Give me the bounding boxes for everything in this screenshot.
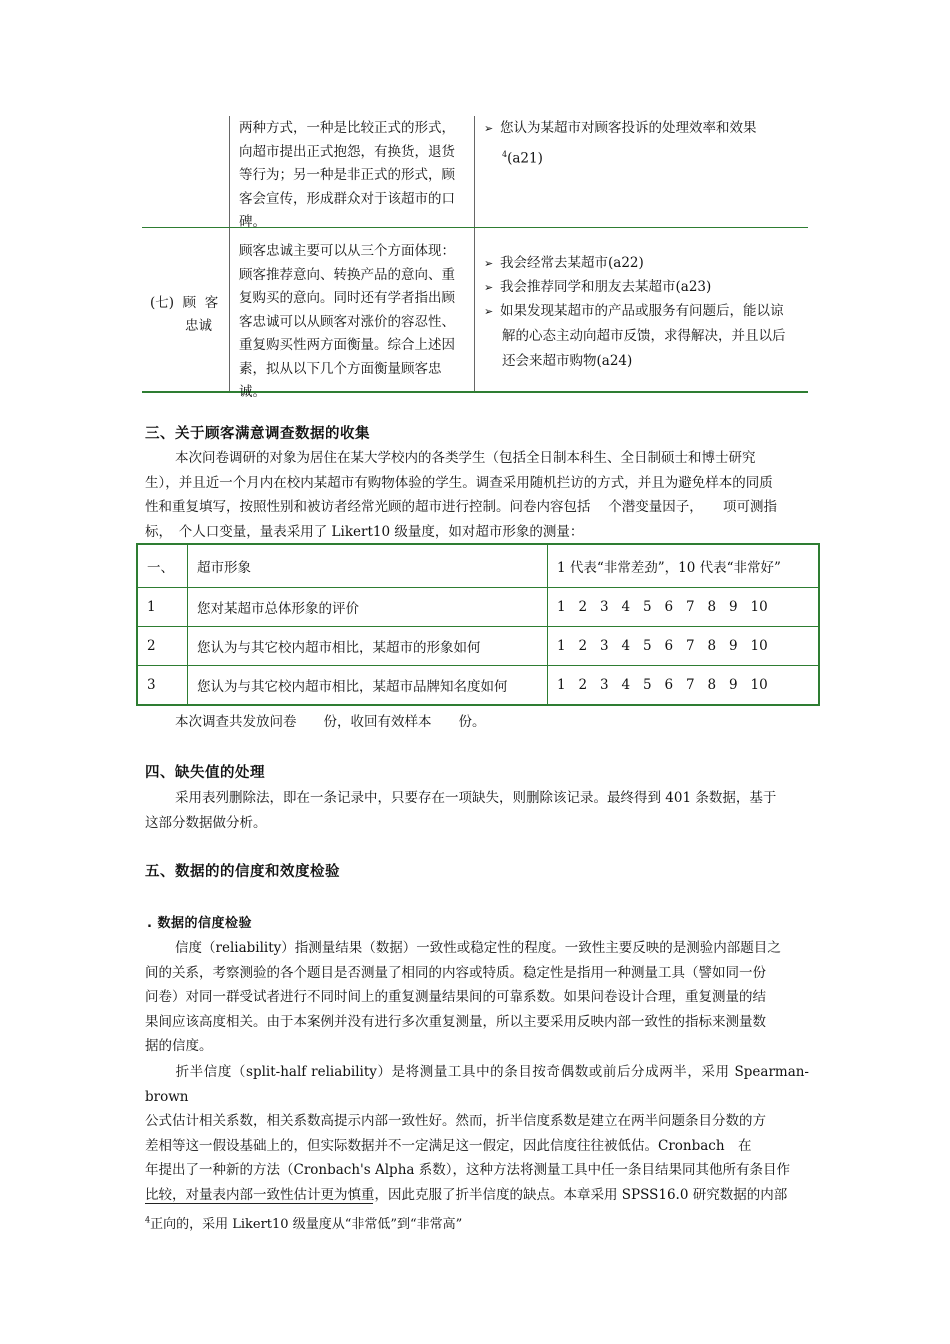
row-question: 您认为与其它校内超市相比，某超市品牌知名度如何: [188, 666, 548, 706]
table-row: [137, 666, 819, 706]
footnote: [145, 1213, 462, 1232]
scale-value: 8: [707, 638, 717, 654]
item-text: 我会推荐同学和朋友去某超市(a23): [500, 279, 712, 295]
item-code: (a21): [507, 150, 543, 167]
paragraph: [145, 786, 809, 835]
description-line: 两种方式，一种是比较正式的形式，: [239, 120, 455, 136]
description-line: 客忠诚可以从顾客对涨价的容忍性、: [239, 313, 455, 330]
scale-value: 2: [578, 638, 588, 654]
scale-value: 7: [686, 677, 695, 693]
scale-value: 8: [707, 599, 717, 615]
scale-value: 4: [621, 599, 631, 615]
scale-value: 9: [729, 638, 738, 654]
scale-value: 1: [557, 677, 566, 693]
row-number: 3: [137, 666, 188, 706]
scale-value: 2: [578, 677, 588, 693]
scale-value: 5: [643, 638, 652, 654]
description-line: 重复购买性两方面衡量。综合上述因: [239, 337, 455, 353]
scale-value: 3: [600, 638, 609, 654]
table-header-cell: 1 代表“非常差劲”，10 代表“非常好”: [548, 544, 820, 588]
footnote-mark: 4: [145, 1215, 151, 1225]
scale-value: 7: [686, 638, 695, 654]
paragraph-line: 采用表列删除法，即在一条记录中，只要存在一项缺失，则删除该记录。最终得到 401 条数据，基于: [175, 790, 777, 806]
table-divider: [229, 116, 230, 392]
description-line: 碑。: [239, 214, 266, 230]
scale-value: 10: [750, 599, 768, 615]
list-item-continuation: [502, 143, 543, 171]
dimension-line: (七) 顾 客: [150, 295, 219, 311]
footnote-text: 正向的，采用 Likert10 级量度从“非常低”到“非常高”: [150, 1217, 463, 1232]
scale-value: 7: [686, 599, 695, 615]
table-header-row: [137, 544, 819, 588]
table-header-cell: 一、: [137, 544, 188, 588]
description-line: 等行为；另一种是非正式的形式，顾: [239, 167, 455, 183]
section-heading: 四、缺失值的处理: [145, 765, 265, 781]
scale-value: 2: [578, 599, 588, 615]
table-header-cell: 超市形象: [188, 544, 548, 588]
description-line: 顾客忠诚主要可以从三个方面体现：: [239, 243, 455, 259]
scale-value: 6: [664, 599, 674, 615]
row-question: 您对某超市总体形象的评价: [188, 588, 548, 627]
scale-value: 3: [600, 677, 609, 693]
description-line: 复购买的意向。同时还有学者指出顾: [239, 290, 455, 306]
paragraph-line: 公式估计相关系数，相关系数高提示内部一致性好。然而，折半信度系数是建立在两半问题条目分数的方: [145, 1113, 766, 1129]
arrow-bullet-icon: ➢: [484, 257, 494, 270]
survey-table: [136, 543, 820, 706]
paragraph: [145, 1060, 809, 1207]
scale-value: 1: [557, 638, 566, 654]
footnote-ref: 4: [502, 150, 508, 159]
paragraph: [145, 446, 809, 544]
scale-value: 6: [664, 677, 674, 693]
paragraph-line: 折半信度（split-half reliability）是将测量工具中的条目按奇偶数或前后分成两半，采用 Spearman-brown: [145, 1064, 809, 1105]
section-heading: 三、关于顾客满意调查数据的收集: [145, 426, 370, 442]
item-text: 我会经常去某超市(a22): [500, 255, 644, 271]
description-line: 诚。: [239, 384, 266, 400]
footnote-separator: [145, 1203, 373, 1204]
item-text: 您认为某超市对顾客投诉的处理效率和效果: [500, 120, 757, 136]
dimension-label: [150, 292, 218, 338]
paragraph-line: 本次问卷调研的对象为居住在某大学校内的各类学生（包括全日制本科生、全日制硕士和博士研究: [175, 450, 756, 466]
paragraph: [145, 936, 809, 1059]
list-item-continuation: 解的心态主动向超市反馈，求得解决，并且以后: [502, 328, 786, 344]
row-number: 1: [137, 588, 188, 627]
paragraph-line: 标， 个人口变量，量表采用了 Likert10 级量度，如对超市形象的测量：: [145, 523, 584, 540]
paragraph-line: 本次调查共发放问卷 份，收回有效样本 份。: [175, 714, 486, 730]
paragraph-line: 据的信度。: [145, 1038, 213, 1054]
table-divider: [474, 116, 475, 392]
table-row: [137, 627, 819, 666]
scale-value: 4: [621, 677, 631, 693]
scale-value: 3: [600, 599, 609, 615]
scale-value: 5: [643, 677, 652, 693]
list-item: [484, 276, 711, 300]
likert-scale: [548, 666, 820, 706]
paragraph-line: 生），并且近一个月内在校内某超市有购物体验的学生。调查采用随机拦访的方式，并且为避免样本的同质: [145, 474, 773, 491]
subsection-heading: . 数据的信度检验: [147, 916, 252, 931]
arrow-bullet-icon: ➢: [484, 281, 494, 294]
list-item: [484, 252, 644, 276]
scale-value: 1: [557, 599, 566, 615]
paragraph-line: 年提出了一种新的方法（Cronbach's Alpha 系数），这种方法将测量工具中任一条目结果同其他所有条目作: [145, 1162, 790, 1178]
row-number: 2: [137, 627, 188, 666]
scale-value: 6: [664, 638, 674, 654]
scale-value: 10: [750, 677, 768, 693]
paragraph-line: 间的关系，考察测验的各个题目是否测量了相同的内容或特质。稳定性是指用一种测量工具（譬如同一份: [145, 964, 766, 981]
description-line: 向超市提出正式抱怨，有换货，退货: [239, 143, 455, 160]
paragraph-line: 果间应该高度相关。由于本案例并没有进行多次重复测量，所以主要采用反映内部一致性的指标来测量数: [145, 1013, 766, 1030]
paragraph: [145, 710, 809, 735]
row1-description: [239, 117, 471, 235]
description-line: 客会宣传，形成群众对于该超市的口: [239, 190, 455, 207]
row-question: 您认为与其它校内超市相比，某超市的形象如何: [188, 627, 548, 666]
scale-value: 4: [621, 638, 631, 654]
paragraph-line: 这部分数据做分析。: [145, 814, 267, 831]
scale-value: 8: [707, 677, 717, 693]
scale-value: 10: [750, 638, 768, 654]
scale-value: 9: [729, 677, 738, 693]
table-row: [137, 588, 819, 627]
scale-value: 9: [729, 599, 738, 615]
paragraph-line: 差相等这一假设基础上的，但实际数据并不一定满足这一假定，因此信度往往被低估。Cronbach 在: [145, 1137, 752, 1154]
paragraph-line: 问卷）对同一群受试者进行不同时间上的重复测量结果间的可靠系数。如果问卷设计合理，重复测量的结: [145, 989, 766, 1005]
dimension-line: 忠诚: [185, 318, 212, 334]
paragraph-line: 性和重复填写，按照性别和被访者经常光顾的超市进行控制。问卷内容包括 个潜变量因子， 项可测指: [145, 499, 778, 515]
list-item: [484, 117, 804, 141]
arrow-bullet-icon: ➢: [484, 305, 494, 318]
likert-scale: [548, 627, 820, 666]
likert-scale: [548, 588, 820, 627]
arrow-bullet-icon: ➢: [484, 122, 494, 135]
list-item: [484, 300, 784, 324]
item-text: 如果发现某超市的产品或服务有问题后，能以谅: [500, 303, 784, 319]
section-heading: 五、数据的的信度和效度检验: [145, 864, 340, 880]
description-line: 顾客推荐意向、转换产品的意向、重: [239, 266, 455, 283]
scale-value: 5: [643, 599, 652, 615]
description-line: 素，拟从以下几个方面衡量顾客忠: [239, 360, 442, 377]
paragraph-line: 信度（reliability）指测量结果（数据）一致性或稳定性的程度。一致性主要反映的是测验内部题目之: [175, 940, 781, 956]
row2-description: [239, 240, 471, 405]
list-item-continuation: 还会来超市购物(a24): [502, 353, 633, 369]
paragraph-line: 比较，对量表内部一致性估计更为慎重，因此克服了折半信度的缺点。本章采用 SPSS16.0 研究数据的内部: [145, 1186, 788, 1203]
